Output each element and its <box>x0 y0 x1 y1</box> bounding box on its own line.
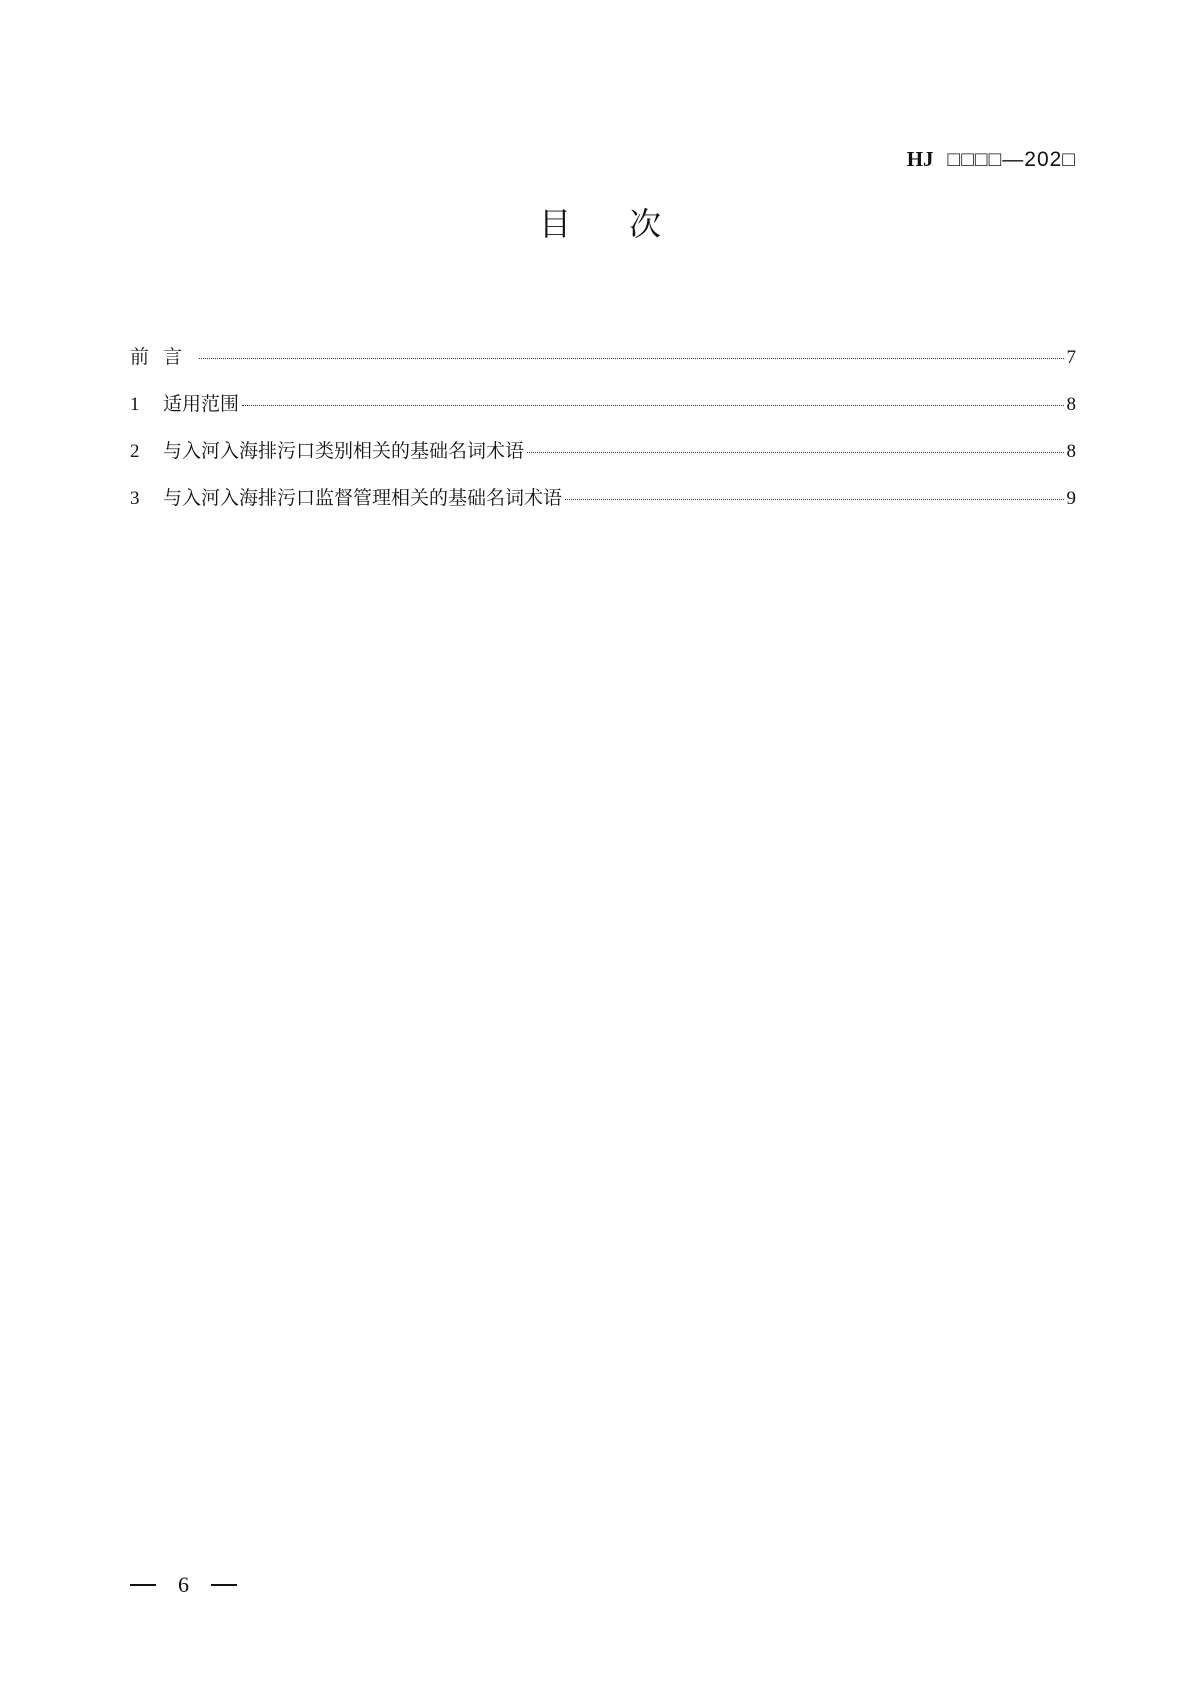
footer-dash-right <box>211 1584 237 1586</box>
footer-page-number: 6 <box>178 1572 189 1597</box>
toc-entry-management-terms[interactable] <box>130 485 1076 532</box>
standard-code <box>907 145 1076 174</box>
toc-leader-dots <box>242 405 1063 406</box>
footer-dash-left <box>130 1584 156 1586</box>
toc-leader-dots <box>199 358 1063 359</box>
toc-entry-foreword[interactable] <box>130 344 1076 391</box>
standard-prefix: HJ <box>906 147 934 171</box>
toc-entry-scope[interactable] <box>130 391 1076 438</box>
page-title <box>0 202 1200 246</box>
toc-page-number: 8 <box>1066 441 1076 462</box>
table-of-contents <box>130 344 1076 532</box>
toc-entry-category-terms[interactable] <box>130 438 1076 485</box>
toc-leader-dots <box>527 452 1063 453</box>
toc-page-number: 8 <box>1066 394 1076 415</box>
standard-number: □□□□—202□ <box>947 148 1076 171</box>
toc-label: 与入河入海排污口类别相关的基础名词术语 <box>163 440 525 462</box>
title-char-2: 次 <box>629 205 662 243</box>
toc-page-number: 7 <box>1066 347 1076 368</box>
toc-leader-dots <box>565 499 1063 500</box>
page-footer <box>130 1572 237 1598</box>
toc-label: 与入河入海排污口监督管理相关的基础名词术语 <box>163 487 563 509</box>
toc-label: 适用范围 <box>163 393 240 415</box>
title-char-1: 目 <box>538 205 571 243</box>
toc-label: 前言 <box>130 346 197 368</box>
toc-section-number: 3 <box>130 488 140 509</box>
toc-page-number: 9 <box>1066 488 1076 509</box>
toc-section-number: 2 <box>130 441 140 462</box>
toc-section-number: 1 <box>130 394 140 415</box>
